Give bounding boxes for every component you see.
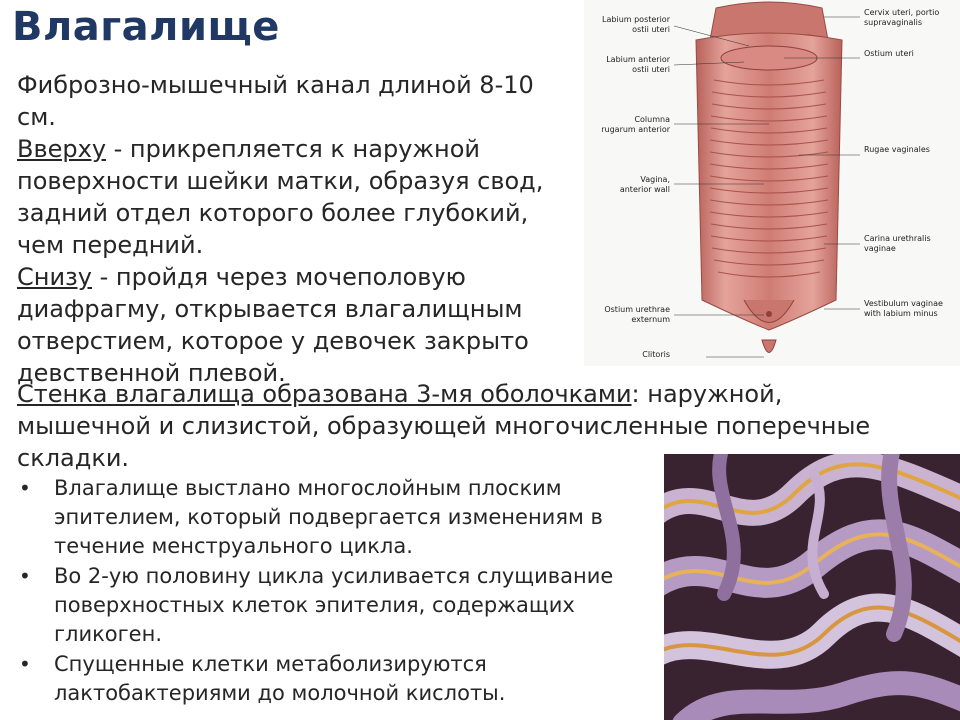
bottom-text: - пройдя через мочеполовую диафрагму, открывается влагалищным отверстием, которое у девочек закрыто девственной плевой. xyxy=(17,263,529,387)
epithelium-micrograph xyxy=(664,454,960,720)
vagina-anatomy-illustration xyxy=(584,0,960,366)
anatomy-left-label: anterior wall xyxy=(619,185,670,194)
anatomy-left-label: Ostium urethrae xyxy=(604,305,670,314)
anatomy-left-label: ostii uteri xyxy=(632,65,670,74)
bullet-list xyxy=(17,474,657,709)
anatomy-left-label: externum xyxy=(631,315,670,324)
anatomy-figure xyxy=(584,0,960,366)
wall-term: Стенка влагалища образована 3-мя оболочками xyxy=(17,380,632,408)
micrograph-image xyxy=(664,454,960,720)
right-labels xyxy=(864,8,943,318)
intro-text xyxy=(17,69,577,389)
bullet-item xyxy=(17,562,657,649)
length-line: Фиброзно-мышечный канал длиной 8-10 см. xyxy=(17,71,534,131)
bullet-text: Влагалище выстлано многослойным плоским эпителием, который подвергается изменениям в течение менструального цикла. xyxy=(54,476,603,558)
top-text: - прикрепляется к наружной поверхности шейки матки, образуя свод, задний отдел которого более глубокий, чем передний. xyxy=(17,135,544,259)
bullet-item xyxy=(17,474,657,561)
anatomy-right-label: supravaginalis xyxy=(864,18,923,27)
wall-rest: : наружной, мышечной и слизистой, образующей многочисленные поперечные складки. xyxy=(17,380,871,472)
bullet-text: Спущенные клетки метаболизируются лактобактериями до молочной кислоты. xyxy=(54,652,506,705)
bullet-dot: • xyxy=(19,476,31,500)
bottom-term: Снизу xyxy=(17,263,93,291)
anatomy-right-label: with labium minus xyxy=(864,309,938,318)
top-term: Вверху xyxy=(17,135,107,163)
bottom-paragraph xyxy=(17,261,577,389)
left-labels xyxy=(601,15,670,359)
anatomy-left-label: Vagina, xyxy=(640,175,670,184)
anatomy-left-label: ostii uteri xyxy=(632,25,670,34)
bullet-dot: • xyxy=(19,564,31,588)
bullet-text: Во 2-ую половину цикла усиливается слущивание поверхностных клеток эпителия, содержащих гликоген. xyxy=(54,564,614,646)
top-paragraph xyxy=(17,133,577,261)
anatomy-left-label: Columna xyxy=(634,115,670,124)
anatomy-right-label: vaginae xyxy=(864,244,896,253)
anatomy-right-label: Carina urethralis xyxy=(864,234,931,243)
bullet-item xyxy=(17,650,657,708)
anatomy-left-label: Labium posterior xyxy=(602,15,670,24)
bullet-dot: • xyxy=(19,652,31,676)
page-title: Влагалище xyxy=(12,4,280,50)
anatomy-right-label: Vestibulum vaginae xyxy=(864,299,943,308)
anatomy-left-label: rugarum anterior xyxy=(601,125,670,134)
anatomy-right-label: Ostium uteri xyxy=(864,49,914,58)
anatomy-left-label: Labium anterior xyxy=(606,55,670,64)
anatomy-left-label: Clitoris xyxy=(642,350,670,359)
anatomy-right-label: Rugae vaginales xyxy=(864,145,930,154)
anatomy-right-label: Cervix uteri, portio xyxy=(864,8,940,17)
